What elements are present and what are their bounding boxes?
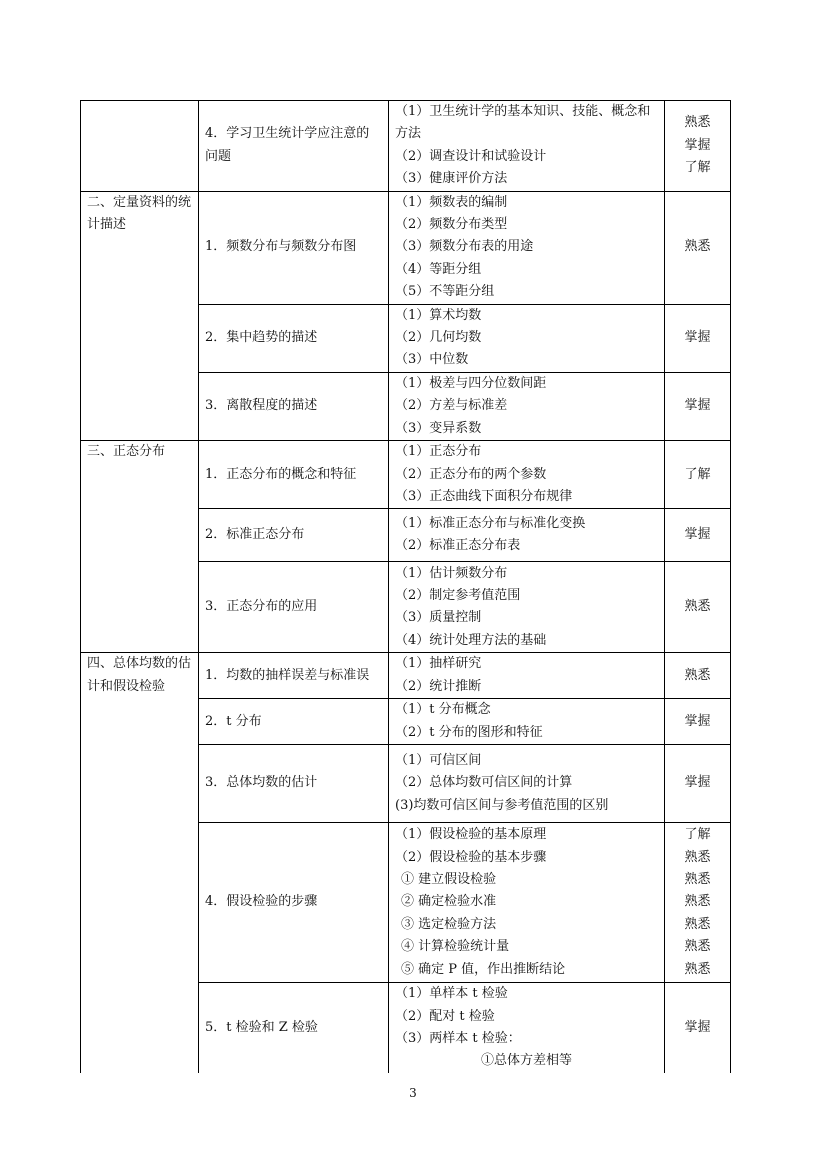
requirement-cell bbox=[665, 745, 731, 823]
requirement-level: 熟悉 bbox=[684, 894, 711, 910]
knowledge-point: 2．标准正态分布 bbox=[205, 527, 305, 543]
unit-cell bbox=[81, 101, 199, 192]
unit-title: 二、定量资料的统计描述 bbox=[87, 194, 192, 233]
content-item: （2）调查设计和试验设计 bbox=[395, 148, 547, 164]
content-cell bbox=[389, 562, 665, 653]
content-item: （2）统计推断 bbox=[395, 678, 482, 694]
table-row bbox=[81, 191, 731, 304]
requirement-cell bbox=[665, 509, 731, 562]
content-item: （2）标准正态分布表 bbox=[395, 538, 521, 554]
knowledge-point-cell bbox=[199, 441, 389, 509]
content-item: （1）可信区间 bbox=[395, 753, 482, 769]
content-item: （3）频数分布表的用途 bbox=[395, 239, 534, 255]
knowledge-point-cell bbox=[199, 983, 389, 1073]
content-subitem: ③ 选定检验方法 bbox=[401, 916, 497, 932]
knowledge-point-cell bbox=[199, 304, 389, 372]
unit-title: 三、正态分布 bbox=[87, 444, 166, 460]
unit-title: 四、总体均数的估计和假设检验 bbox=[87, 656, 192, 694]
content-item: （1）极差与四分位数间距 bbox=[395, 375, 547, 391]
requirement-level: 熟悉 bbox=[684, 667, 711, 683]
content-item: （2）方差与标准差 bbox=[395, 398, 508, 414]
unit-cell bbox=[81, 441, 199, 653]
content-cell bbox=[389, 101, 665, 192]
content-item: （3）正态曲线下面积分布规律 bbox=[395, 488, 573, 504]
knowledge-point-cell bbox=[199, 745, 389, 823]
content-subitem: ④ 计算检验统计量 bbox=[401, 939, 510, 955]
requirement-level: 了解 bbox=[684, 466, 711, 482]
content-item: （1）标准正态分布与标准化变换 bbox=[395, 515, 586, 531]
unit-cell bbox=[81, 191, 199, 440]
knowledge-point: 3．正态分布的应用 bbox=[205, 599, 318, 615]
content-item: （3）中位数 bbox=[395, 352, 469, 368]
content-cell bbox=[389, 745, 665, 823]
content-item: （1）卫生统计学的基本知识、技能、概念和方法 bbox=[395, 104, 651, 142]
content-item: （3）变异系数 bbox=[395, 420, 482, 436]
unit-cell bbox=[81, 653, 199, 1073]
content-cell bbox=[389, 304, 665, 372]
content-item: （1）频数表的编制 bbox=[395, 194, 508, 210]
content-item: （1）t 分布概念 bbox=[395, 702, 491, 718]
requirement-level: 熟悉 bbox=[684, 849, 711, 865]
knowledge-point: 4．学习卫生统计学应注意的问题 bbox=[205, 126, 370, 164]
knowledge-point: 2．t 分布 bbox=[205, 713, 262, 729]
requirement-cell bbox=[665, 823, 731, 983]
content-cell bbox=[389, 441, 665, 509]
content-item: （1）算术均数 bbox=[395, 307, 482, 323]
requirement-level: 熟悉 bbox=[684, 939, 711, 955]
content-subitem: ② 确定检验水准 bbox=[401, 894, 497, 910]
requirement-level: 熟悉 bbox=[684, 115, 711, 131]
content-item: （3）两样本 t 检验： bbox=[395, 1030, 521, 1046]
knowledge-point-cell bbox=[199, 653, 389, 699]
requirement-cell bbox=[665, 441, 731, 509]
content-cell bbox=[389, 509, 665, 562]
requirement-level: 掌握 bbox=[684, 775, 711, 791]
requirement-cell bbox=[665, 101, 731, 192]
content-item: （2）正态分布的两个参数 bbox=[395, 466, 547, 482]
knowledge-point-cell bbox=[199, 191, 389, 304]
content-cell bbox=[389, 372, 665, 440]
table-row bbox=[81, 101, 731, 192]
requirement-cell bbox=[665, 304, 731, 372]
requirement-level: 熟悉 bbox=[684, 961, 711, 977]
content-item: （1）估计频数分布 bbox=[395, 565, 508, 581]
content-item: （2）制定参考值范围 bbox=[395, 587, 521, 603]
knowledge-point-cell bbox=[199, 509, 389, 562]
requirement-cell bbox=[665, 699, 731, 745]
content-cell bbox=[389, 983, 665, 1073]
content-item: （4）等距分组 bbox=[395, 261, 482, 277]
content-item: （2）频数分布类型 bbox=[395, 217, 508, 233]
page-number: 3 bbox=[409, 1086, 417, 1100]
content-item: （1）抽样研究 bbox=[395, 656, 482, 672]
content-item: （2）几何均数 bbox=[395, 330, 482, 346]
content-item: （5）不等距分组 bbox=[395, 284, 495, 300]
requirement-cell bbox=[665, 191, 731, 304]
content-item: （4）统计处理方法的基础 bbox=[395, 632, 547, 648]
content-item: (3)均数可信区间与参考值范围的区别 bbox=[395, 797, 609, 813]
content-subitem: ①总体方差相等 bbox=[480, 1053, 572, 1069]
content-item: （2）t 分布的图形和特征 bbox=[395, 724, 543, 740]
content-cell bbox=[389, 653, 665, 699]
requirement-level: 熟悉 bbox=[684, 239, 711, 255]
requirement-level: 熟悉 bbox=[684, 872, 711, 888]
requirement-level: 掌握 bbox=[684, 713, 711, 729]
knowledge-point-cell bbox=[199, 823, 389, 983]
knowledge-point: 2．集中趋势的描述 bbox=[205, 330, 318, 346]
requirement-level: 掌握 bbox=[684, 398, 711, 414]
knowledge-point: 3．总体均数的估计 bbox=[205, 775, 318, 791]
requirement-level: 掌握 bbox=[684, 527, 711, 543]
requirement-level: 了解 bbox=[684, 160, 711, 176]
content-item: （2）假设检验的基本步骤 bbox=[395, 849, 547, 865]
content-item: （1）假设检验的基本原理 bbox=[395, 827, 547, 843]
knowledge-point-cell bbox=[199, 699, 389, 745]
table-row bbox=[81, 441, 731, 509]
requirement-cell bbox=[665, 653, 731, 699]
content-item: （3）健康评价方法 bbox=[395, 171, 508, 187]
requirement-cell bbox=[665, 372, 731, 440]
knowledge-point: 1．正态分布的概念和特征 bbox=[205, 466, 357, 482]
requirement-level: 掌握 bbox=[684, 1019, 711, 1035]
requirement-level: 掌握 bbox=[684, 137, 711, 153]
content-item: （2）总体均数可信区间的计算 bbox=[395, 775, 573, 791]
content-item: （1）单样本 t 检验 bbox=[395, 986, 508, 1002]
content-cell bbox=[389, 823, 665, 983]
syllabus-table bbox=[80, 100, 731, 1073]
requirement-level: 掌握 bbox=[684, 330, 711, 346]
content-item: （3）质量控制 bbox=[395, 610, 482, 626]
knowledge-point: 5．t 检验和 Z 检验 bbox=[205, 1019, 318, 1035]
knowledge-point-cell bbox=[199, 101, 389, 192]
content-item: （1）正态分布 bbox=[395, 444, 482, 460]
knowledge-point: 4．假设检验的步骤 bbox=[205, 894, 318, 910]
content-cell bbox=[389, 191, 665, 304]
knowledge-point-cell bbox=[199, 372, 389, 440]
requirement-cell bbox=[665, 562, 731, 653]
content-cell bbox=[389, 699, 665, 745]
table-row bbox=[81, 653, 731, 699]
requirement-cell bbox=[665, 983, 731, 1073]
requirement-level: 熟悉 bbox=[684, 916, 711, 932]
knowledge-point: 3．离散程度的描述 bbox=[205, 398, 318, 414]
content-item: （2）配对 t 检验 bbox=[395, 1008, 495, 1024]
knowledge-point: 1．频数分布与频数分布图 bbox=[205, 239, 357, 255]
content-subitem: ⑤ 确定 P 值，作出推断结论 bbox=[401, 961, 566, 977]
knowledge-point-cell bbox=[199, 562, 389, 653]
content-subitem: ① 建立假设检验 bbox=[401, 872, 497, 888]
knowledge-point: 1．均数的抽样误差与标准误 bbox=[205, 667, 370, 683]
requirement-level: 了解 bbox=[684, 827, 711, 843]
requirement-level: 熟悉 bbox=[684, 599, 711, 615]
